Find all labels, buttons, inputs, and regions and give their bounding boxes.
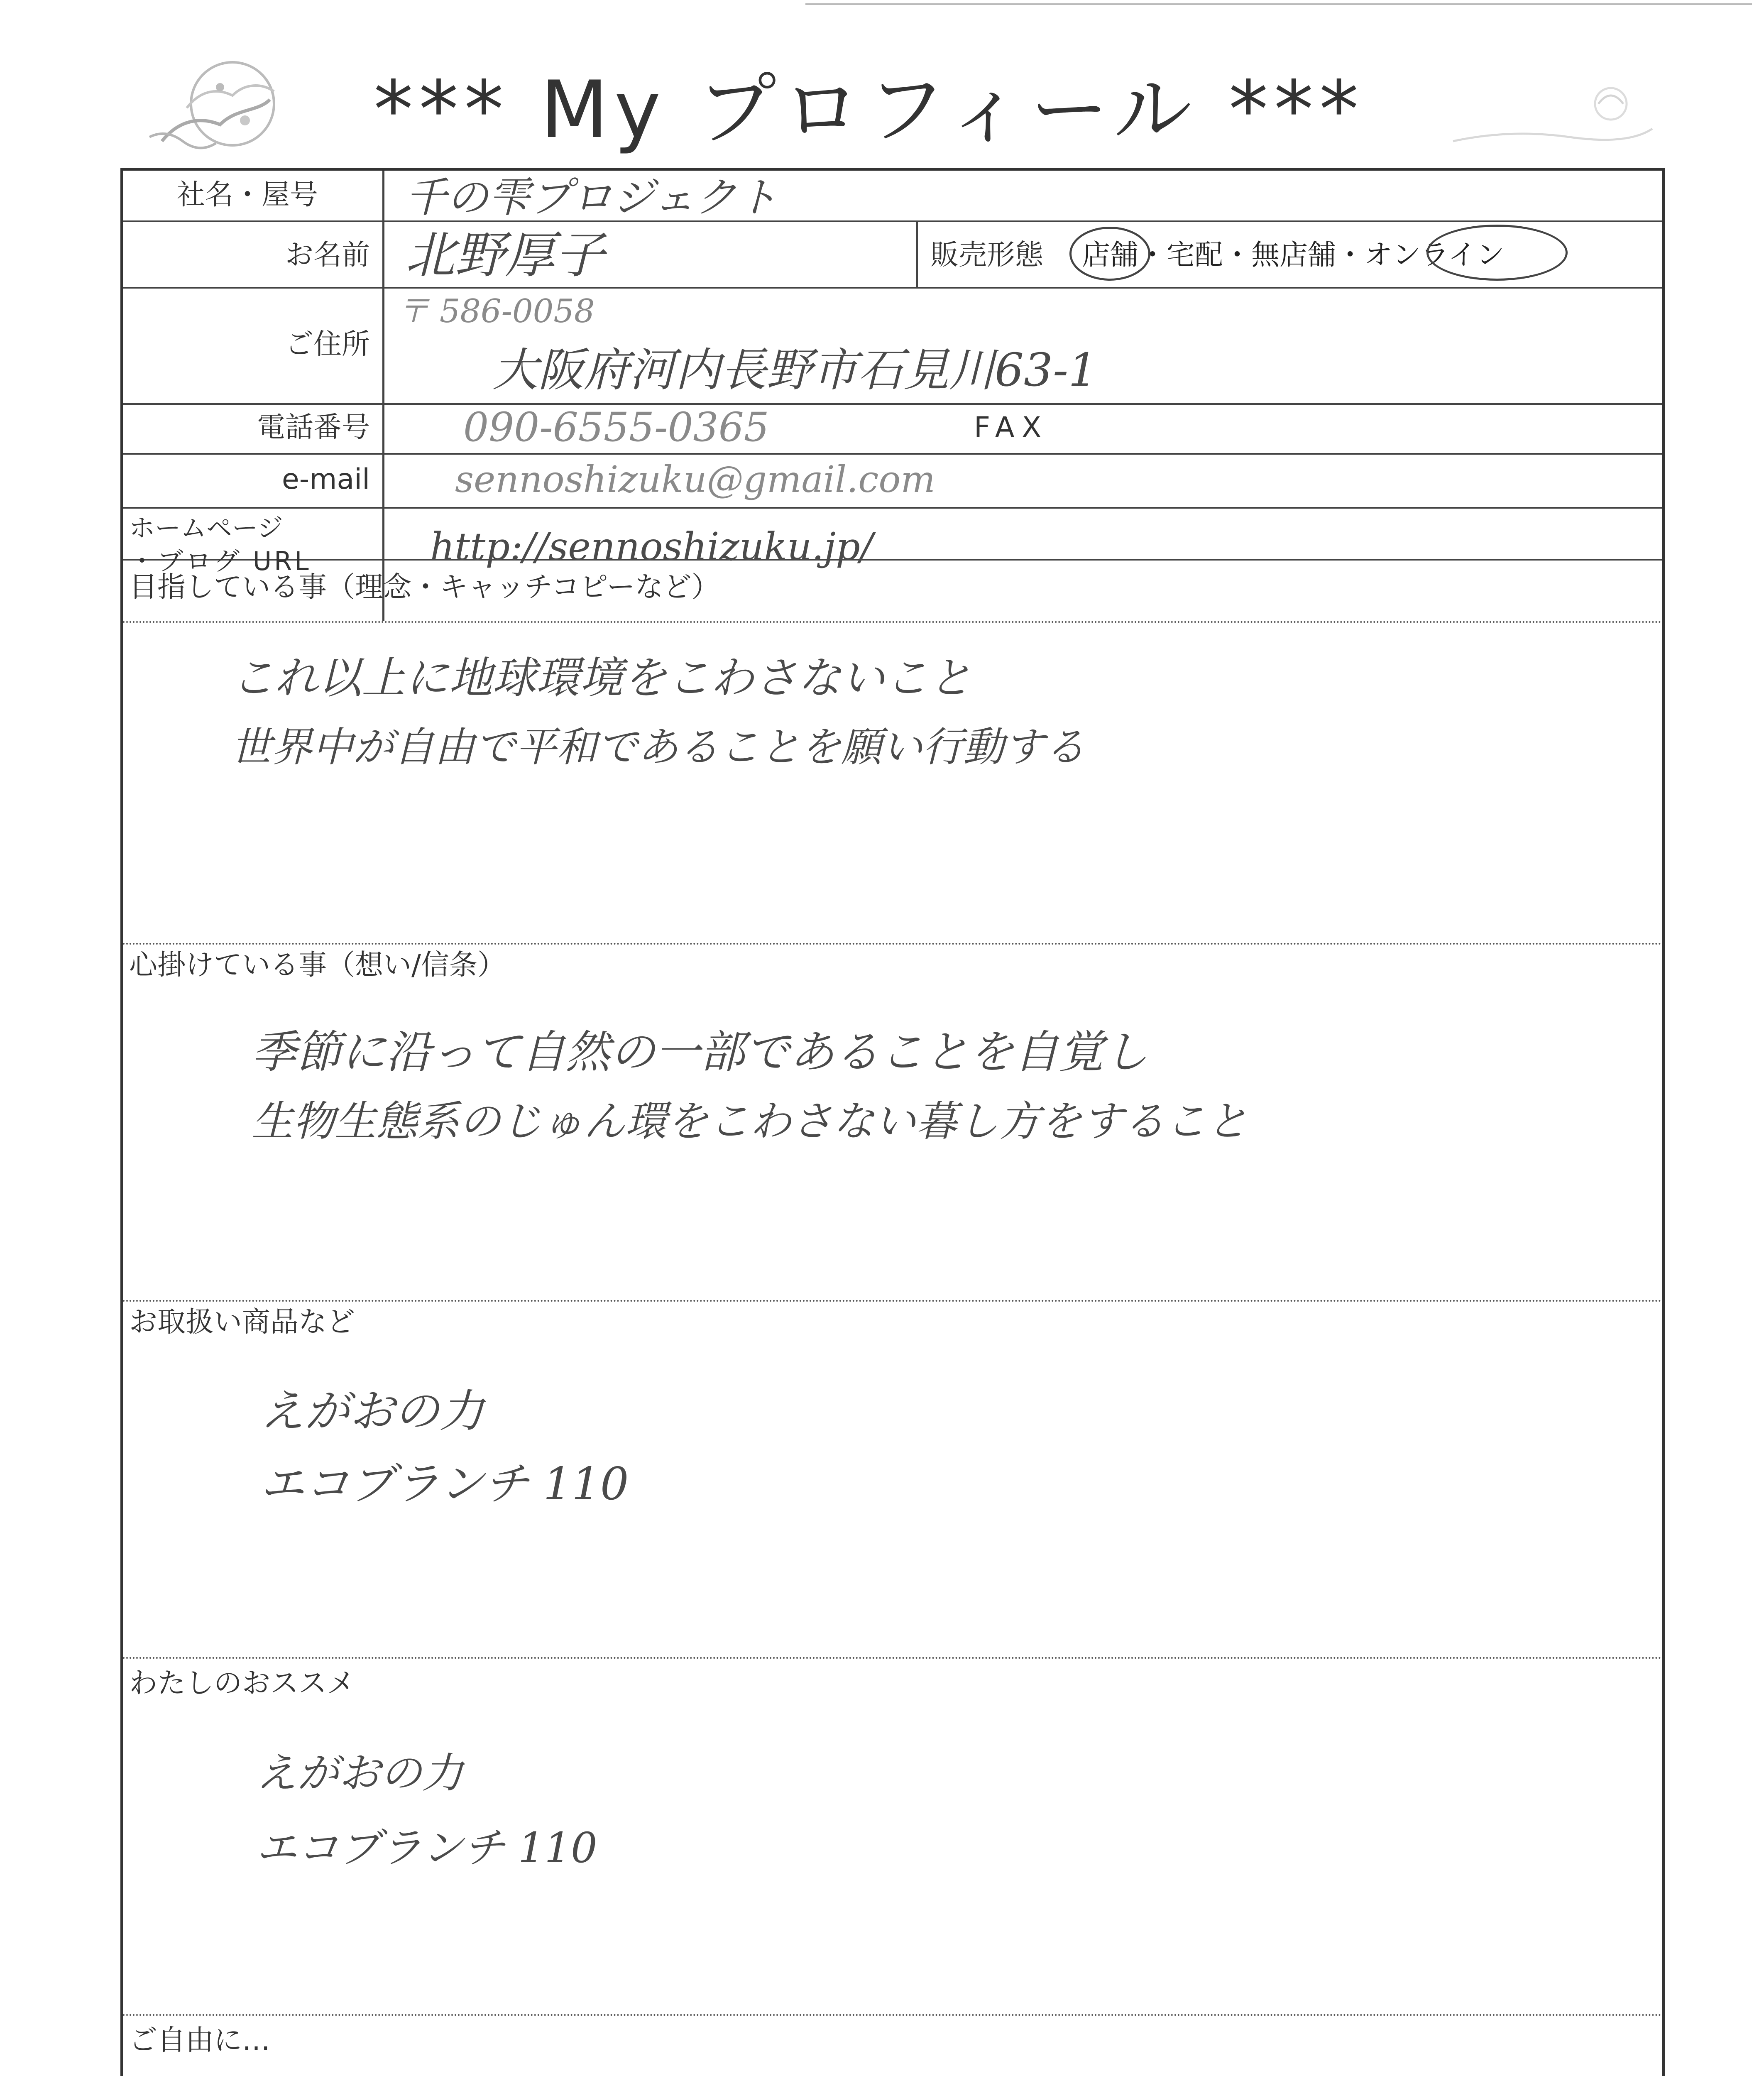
- option-store: 店舗: [1082, 239, 1139, 272]
- sales-form-label: 販売形態: [930, 239, 1044, 272]
- fax-label: FAX: [974, 411, 1049, 444]
- tree-logo-icon: [137, 58, 295, 162]
- section-beliefs-label: 心掛けている事（想い/信条）: [129, 949, 506, 982]
- company-value: 千の雫プロジェクト: [405, 173, 778, 222]
- postal-code: 〒 586-0058: [397, 293, 595, 330]
- sales-form-options: 店舗・宅配・無店舗・オンライン: [1082, 239, 1505, 272]
- section-products-label: お取扱い商品など: [129, 1306, 355, 1339]
- email-value: sennoshizuku@gmail.com: [455, 458, 935, 501]
- section-recommend-line-1: えがおの力: [256, 1749, 463, 1797]
- section-free-label: ご自由に…: [129, 2024, 271, 2057]
- profile-form: [120, 168, 1665, 2076]
- section-beliefs-line-2: 生物生態系のじゅん環をこわさない暮し方をすること: [252, 1097, 1248, 1146]
- section-products-line-2: エコブランチ 110: [260, 1458, 629, 1510]
- option-no-store: 無店舗: [1251, 239, 1336, 272]
- online-circle-mark: [1426, 225, 1568, 281]
- top-edge-rule: [805, 3, 1752, 5]
- section-goals-line-2: 世界中が自由で平和であることを願い行動する: [231, 724, 1086, 771]
- address-label: ご住所: [285, 328, 370, 361]
- phone-label: 電話番号: [257, 411, 370, 444]
- section-recommend-line-2: エコブランチ 110: [256, 1824, 597, 1872]
- email-label: e-mail: [281, 463, 370, 496]
- faint-logo-icon: [1445, 79, 1661, 158]
- section-goals-line-1: これ以上に地球環境をこわさないこと: [231, 653, 972, 703]
- section-goals-label: 目指している事（理念・キャッチコピーなど）: [129, 571, 720, 604]
- section-products-line-1: えがおの力: [260, 1386, 484, 1437]
- store-circle-mark: [1069, 227, 1150, 281]
- option-delivery: 宅配: [1167, 239, 1223, 272]
- address-value: 大阪府河内長野市石見川63-1: [492, 343, 1098, 397]
- name-value: 北野厚子: [405, 227, 604, 284]
- company-label: 社名・屋号: [176, 179, 318, 211]
- section-recommend-label: わたしのおススメ: [129, 1667, 355, 1700]
- page-title: *** My プロフィール ***: [374, 64, 1365, 156]
- name-label: お名前: [285, 239, 370, 272]
- homepage-value: http://sennoshizuku.jp/: [430, 524, 873, 569]
- phone-value: 090-6555-0365: [463, 404, 769, 450]
- homepage-label-line2: ・ブログ URL: [129, 546, 311, 576]
- option-online: オンライン: [1364, 239, 1505, 272]
- homepage-label-line1: ホームページ: [129, 513, 283, 543]
- section-beliefs-line-1: 季節に沿って自然の一部であることを自覚し: [252, 1026, 1149, 1078]
